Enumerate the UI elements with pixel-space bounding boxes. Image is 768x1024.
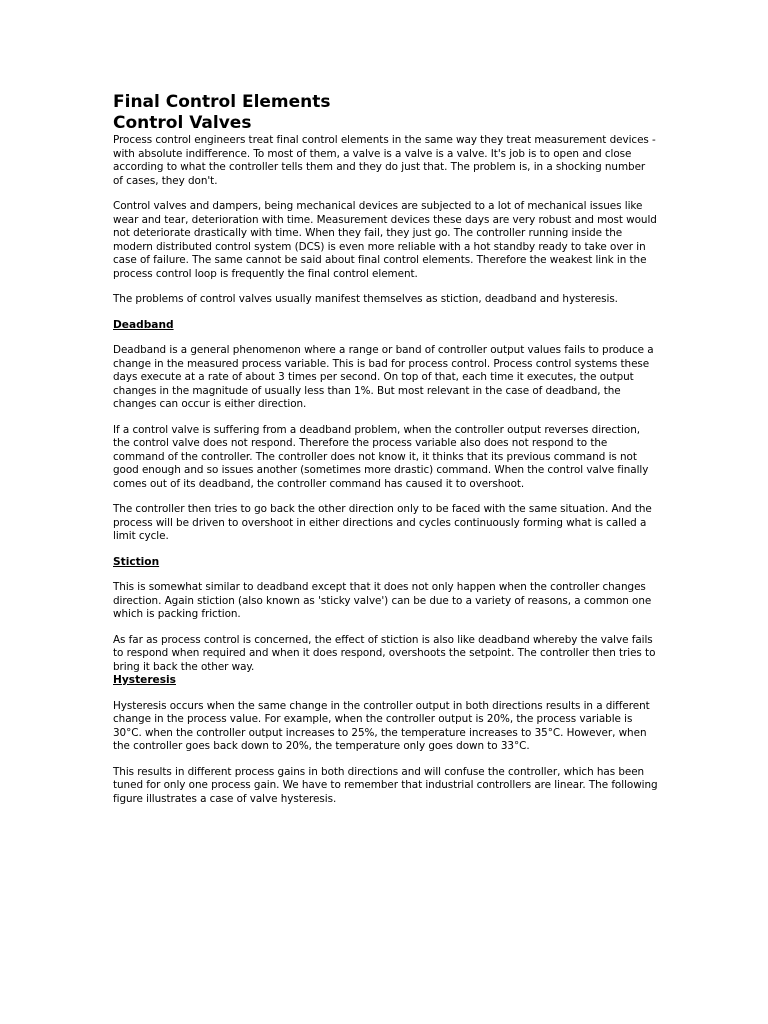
stiction-paragraph-1: This is somewhat similar to deadband except that it does not only happen when the controller changes direction. Again stiction (also known as 'sticky valve') can be due to a variety of reasons, a common one which is packing friction. — [113, 581, 652, 620]
intro-paragraph-3: The problems of control valves usually manifest themselves as stiction, deadband and hysteresis. — [113, 293, 618, 305]
stiction-paragraph-2: As far as process control is concerned, the effect of stiction is also like deadband whereby the valve fails to respond when required and when it does respond, overshoots the setpoint. The controller then tries to bring it back the other way. — [113, 633, 656, 673]
document-page — [113, 92, 658, 818]
hysteresis-paragraph-1: Hysteresis occurs when the same change in the controller output in both directions results in a different change in the process value. For example, when the controller output is 20%, the process variable is 30°C. when the controller output increases to 25%, the temperature increases to 35°C. However, when the controller goes back down to 20%, the temperature only goes down to 33°C. — [113, 699, 650, 752]
hysteresis-heading: Hysteresis — [113, 674, 176, 686]
deadband-paragraph-1: Deadband is a general phenomenon where a range or band of controller output values fails to produce a change in the measured process variable. This is bad for process control. Process control systems these days execute at a rate of about 3 times per second. On top of that, each time it executes, the output changes in the magnitude of usually less than 1%. But most relevant in the case of deadband, the changes can occur is either direction. — [113, 344, 654, 410]
deadband-paragraph-2: If a control valve is suffering from a deadband problem, when the controller output reverses direction, the control valve does not respond. Therefore the process variable also does not respond to the command of the controller. The controller does not know it, it thinks that its previous command is not good enough and so issues another (sometimes more drastic) command. When the control valve finally comes out of its deadband, the controller command has caused it to overshoot. — [113, 423, 649, 490]
deadband-paragraph-3: The controller then tries to go back the other direction only to be faced with the same situation. And the process will be driven to overshoot in either directions and cycles continuously forming what is called a limit cycle. — [113, 503, 652, 542]
stiction-heading: Stiction — [113, 555, 160, 568]
intro-paragraph-2: Control valves and dampers, being mechanical devices are subjected to a lot of mechanical issues like wear and tear, deterioration with time. Measurement devices these days are very robust and most would not deteriorate drastically with time. When they fail, they just go. The controller running inside the modern distributed control system (DCS) is even more reliable with a hot standby ready to take over in case of failure. The same cannot be said about final control elements. Therefore the weakest link in the process control loop is frequently the final control element. — [113, 200, 657, 280]
document-title-line2: Control Valves — [113, 113, 252, 133]
document-title-line1: Final Control Elements — [113, 92, 331, 112]
intro-paragraph-1: Process control engineers treat final control elements in the same way they treat measurement devices - with absolute indifference. To most of them, a valve is a valve is a valve. It's job is to open and close according to what the controller tells them and they do just that. The problem is, in a shocking number of cases, they don't. — [113, 134, 656, 187]
deadband-heading: Deadband — [113, 318, 174, 331]
hysteresis-paragraph-2: This results in different process gains in both directions and will confuse the controller, which has been tuned for only one process gain. We have to remember that industrial controllers are linear. The following figure illustrates a case of valve hysteresis. — [113, 765, 658, 805]
